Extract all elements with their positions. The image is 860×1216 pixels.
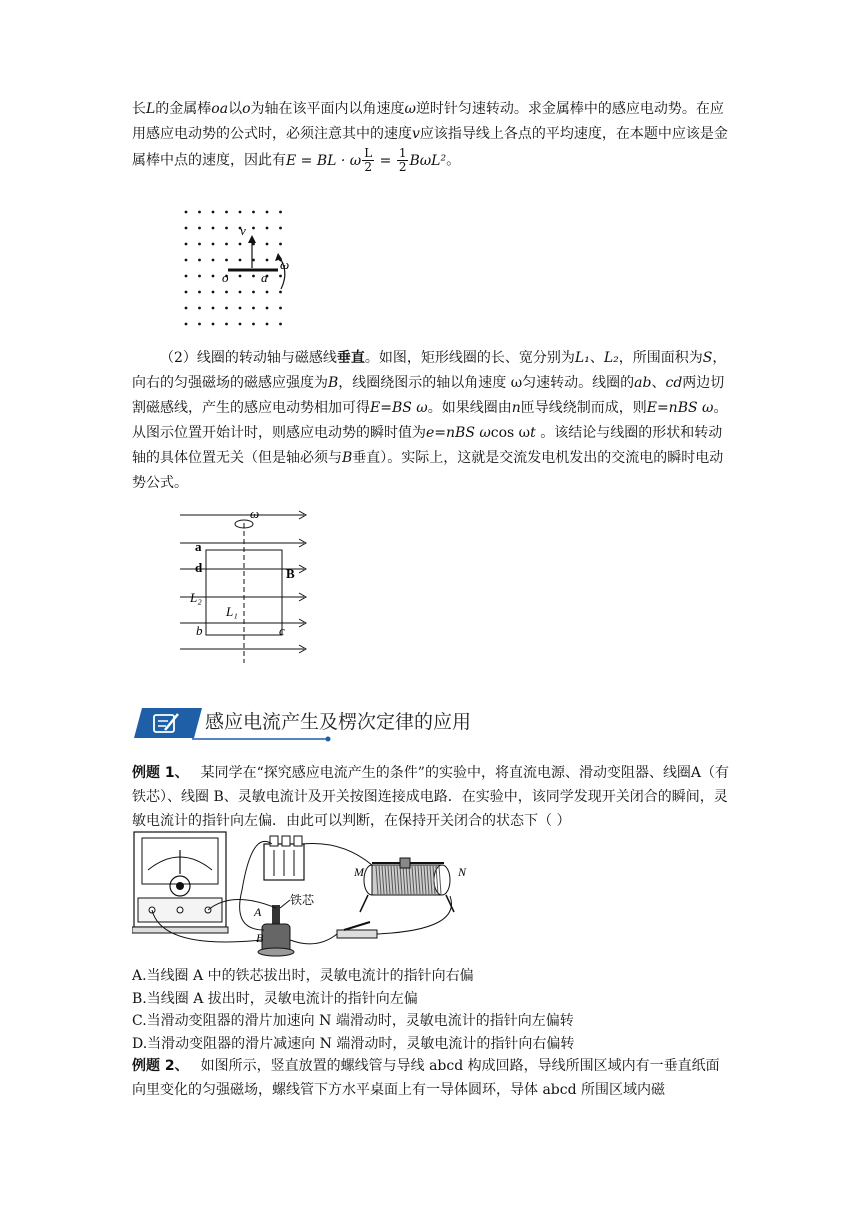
magnetic-field-dots	[185, 211, 282, 326]
field-dot	[239, 291, 242, 294]
label-m: M	[354, 865, 364, 879]
field-dot	[198, 323, 201, 326]
fraction-l-over-2: $\frac{L}{2}$	[364, 146, 373, 174]
field-dot	[239, 259, 242, 262]
field-dot	[239, 307, 242, 310]
label-c: c	[279, 623, 285, 638]
field-dot	[266, 259, 269, 262]
field-dot	[212, 243, 215, 246]
label-a: a	[261, 270, 268, 285]
field-dot	[185, 211, 188, 214]
field-dot	[185, 307, 188, 310]
field-dot	[279, 307, 282, 310]
question-2-label: 例题 2、	[132, 1058, 189, 1074]
fraction-one-half: $\frac{1}{2}$	[398, 146, 407, 174]
option-c[interactable]: C.当滑动变阻器的滑片加速向 N 端滑动时，灵敏电流计的指针向左偏转	[132, 1013, 574, 1029]
field-dot	[212, 291, 215, 294]
field-dot	[212, 259, 215, 262]
velocity-arrowhead	[248, 235, 256, 243]
answer-options	[132, 965, 574, 1055]
field-dot	[266, 307, 269, 310]
rotating-rod-figure	[178, 205, 303, 335]
field-dot	[225, 243, 228, 246]
option-d[interactable]: D.当滑动变阻器的滑片减速向 N 端滑动时，灵敏电流计的指针向右偏转	[132, 1035, 575, 1052]
field-dot	[225, 323, 228, 326]
question-2: 例题 2、 如图所示，竖直放置的螺线管与导线 abcd 构成回路，导线所围区域内有一垂直纸面向里变化的匀强磁场，螺线管下方水平桌面上有一导体圆环，导体 abcd 所围区域内磁	[132, 1058, 720, 1098]
label-b-corner: b	[196, 623, 203, 638]
field-dot	[279, 227, 282, 230]
field-dot	[225, 211, 228, 214]
field-dot	[279, 323, 282, 326]
field-dot	[239, 211, 242, 214]
label-b-field: B	[286, 566, 295, 581]
label-l1: L₁	[226, 604, 238, 619]
emf-formula: E = BL · ω $\frac{L}{2}$ = $\frac{1}{2}$ BωL²	[286, 146, 447, 174]
field-dot	[225, 291, 228, 294]
field-dot	[279, 275, 282, 278]
label-a: a	[195, 539, 202, 554]
label-v: v	[240, 223, 246, 238]
switch	[337, 922, 377, 938]
field-dot	[279, 243, 282, 246]
label-o: o	[222, 270, 229, 285]
question-1: 例题 1、 某同学在“探究感应电流产生的条件”的实验中，将直流电源、滑动变阻器、线圈A（有铁芯）、线圈 B、灵敏电流计及开关按图连接成电路．在实验中，该同学发现开关闭合的瞬间，灵敏电流计的指针向左偏．由此可以判断，在保持开关闭合的状态下（ ）	[132, 765, 730, 829]
field-dot	[198, 291, 201, 294]
field-dot	[252, 307, 255, 310]
label-omega: ω	[280, 257, 290, 272]
field-dot	[252, 227, 255, 230]
field-dot	[266, 211, 269, 214]
field-dot	[185, 259, 188, 262]
field-dot	[185, 243, 188, 246]
field-dot	[239, 275, 242, 278]
field-dot	[198, 307, 201, 310]
field-dot	[198, 275, 201, 278]
field-dot	[185, 227, 188, 230]
field-dot	[266, 291, 269, 294]
field-dot	[198, 243, 201, 246]
field-dot	[279, 291, 282, 294]
field-dot	[266, 227, 269, 230]
experiment-apparatus-figure	[132, 830, 477, 960]
field-dot	[239, 243, 242, 246]
field-dot	[212, 227, 215, 230]
option-a[interactable]: A.当线圈 A 中的铁芯拔出时，灵敏电流计的指针向右偏	[132, 968, 474, 984]
field-dot	[198, 211, 201, 214]
option-b[interactable]: B.当线圈 A 拔出时，灵敏电流计的指针向左偏	[132, 990, 418, 1007]
coil-a-b	[258, 905, 294, 956]
label-b: B	[256, 931, 264, 945]
field-dot	[266, 323, 269, 326]
field-dot	[212, 307, 215, 310]
field-dot	[252, 275, 255, 278]
field-dot	[185, 291, 188, 294]
field-dot	[225, 227, 228, 230]
field-dot	[212, 211, 215, 214]
label-d: d	[195, 560, 203, 575]
field-dot	[266, 243, 269, 246]
field-dot	[225, 307, 228, 310]
field-dot	[225, 259, 228, 262]
field-dot	[212, 275, 215, 278]
section-title: 感应电流产生及楞次定律的应用	[205, 711, 472, 733]
field-dot	[279, 211, 282, 214]
question-1-label: 例题 1、	[132, 765, 189, 781]
label-n: N	[458, 865, 467, 879]
paragraph-rotating-rod: 长L的金属棒oa以o为轴在该平面内以角速度ω逆时针匀速转动。求金属棒中的感应电动势。在应用感应电动势的公式时，必须注意其中的速度v应该指导线上各点的平均速度，在本题中应该是金属棒中点的速度，因此有E = BL · ω $\frac{L}{2}$ = $\frac{1}{2}$ BωL²。	[132, 101, 728, 174]
field-dot	[185, 275, 188, 278]
field-dot	[198, 259, 201, 262]
paragraph-rotating-coil: （2）线圈的转动轴与磁感线垂直。如图，矩形线圈的长、宽分别为L₁、L₂，所围面积为S，向右的匀强磁场的磁感应强度为B，线圈绕图示的轴以角速度 ω匀速转动。线圈的ab、cd两边切割磁感线，产生的感应电动势相加可得E=BS ω。如果线圈由n匝导线绕制而成，则E=nBS ω。从图示位置开始计时，则感应电动势的瞬时值为e=nBS ωcos ωt 。该结论与线圈的形状和转动轴的具体位置无关（但是轴必须与B垂直）。实际上，这就是交流发电机发出的交流电的瞬时电动势公式。	[132, 350, 728, 491]
galvanometer	[132, 832, 228, 933]
field-dot	[252, 323, 255, 326]
field-dot	[252, 291, 255, 294]
field-dot	[198, 227, 201, 230]
field-dot	[239, 323, 242, 326]
field-dot	[252, 211, 255, 214]
rheostat	[360, 858, 454, 912]
rotating-coil-figure	[178, 505, 318, 665]
field-dot	[212, 323, 215, 326]
label-omega: ω	[250, 506, 260, 521]
label-iron-core: 铁芯	[290, 893, 315, 907]
label-l2: L₂	[190, 590, 202, 605]
label-a: A	[254, 905, 262, 919]
field-dot	[185, 323, 188, 326]
